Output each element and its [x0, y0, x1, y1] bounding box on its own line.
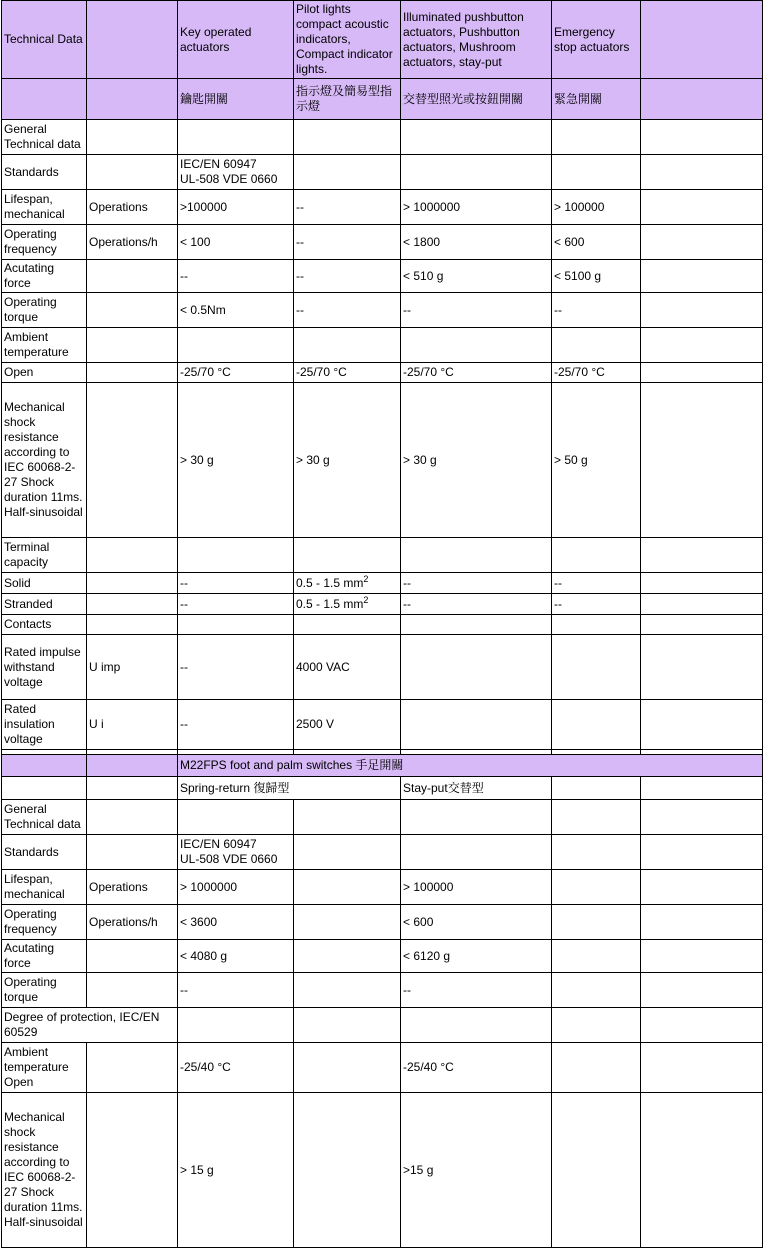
- cell-value: --: [401, 293, 552, 328]
- header-illuminated: Illuminated pushbutton actuators, Pushbutton actuators, Mushroom actuators, stay-put: [401, 1, 552, 79]
- cell-value: < 100: [178, 225, 294, 260]
- row-label: Open: [2, 363, 87, 383]
- cell-value: --: [294, 293, 401, 328]
- cell-value: < 510 g: [401, 260, 552, 293]
- cell-value: --: [178, 573, 294, 594]
- row-label: Mechanical shock resistance according to IEC 60068-2-27 Shock duration 11ms. Half-sinusoidal: [2, 1093, 87, 1248]
- row-label: Standards: [2, 835, 87, 870]
- cell-value: < 6120 g: [401, 940, 552, 973]
- cell-value: < 600: [552, 225, 641, 260]
- cell-value: < 0.5Nm: [178, 293, 294, 328]
- row-label: Acutating force: [2, 260, 87, 293]
- table-row: [2, 538, 763, 573]
- cell-value: IEC/EN 60947 UL-508 VDE 0660: [178, 835, 294, 870]
- row-label: Terminal capacity: [2, 538, 87, 573]
- header-emergency: Emergency stop actuators: [552, 1, 641, 79]
- cell-value: --: [552, 573, 641, 594]
- table-row: [2, 260, 763, 293]
- cell-value: -25/70 °C: [178, 363, 294, 383]
- table-row: [2, 1043, 763, 1093]
- row-label: Operating torque: [2, 973, 87, 1008]
- row-label: Acutating force: [2, 940, 87, 973]
- table-row: [2, 594, 763, 615]
- cell-value: > 30 g: [178, 383, 294, 538]
- cell-value: --: [178, 260, 294, 293]
- row-unit: Operations: [87, 870, 178, 905]
- cell-value: 4000 VAC: [294, 635, 401, 700]
- cell-value: 2500 V: [294, 700, 401, 750]
- cell-value: --: [178, 635, 294, 700]
- row-label: Rated impulse withstand voltage: [2, 635, 87, 700]
- spring-return-label: Spring-return 復歸型: [178, 777, 401, 800]
- row-label: Stranded: [2, 594, 87, 615]
- cell-value: --: [294, 225, 401, 260]
- cell-value: -25/70 °C: [401, 363, 552, 383]
- cell-value: < 4080 g: [178, 940, 294, 973]
- row-unit: Operations: [87, 190, 178, 225]
- table-row: [2, 635, 763, 700]
- table-row: [2, 940, 763, 973]
- table-row: [2, 870, 763, 905]
- header-key-zh: 鑰匙開關: [178, 79, 294, 120]
- cell-value: < 600: [401, 905, 552, 940]
- row-unit: U imp: [87, 635, 178, 700]
- table-row: [2, 383, 763, 538]
- table-row: [2, 1093, 763, 1248]
- table-row: [2, 190, 763, 225]
- cell-value: --: [178, 700, 294, 750]
- header-row-zh: [2, 79, 763, 120]
- cell-value: > 1000000: [401, 190, 552, 225]
- cell-value: --: [401, 973, 552, 1008]
- cell-value: --: [401, 594, 552, 615]
- header-illum-zh: 交替型照光或按鈕開關: [401, 79, 552, 120]
- cell-value: < 5100 g: [552, 260, 641, 293]
- cell-value: > 100000: [401, 870, 552, 905]
- row-unit: U i: [87, 700, 178, 750]
- row-label: Rated insulation voltage: [2, 700, 87, 750]
- subheader-row: [2, 777, 763, 800]
- header-technical-data: Technical Data: [2, 1, 87, 79]
- cell-value: -25/70 °C: [552, 363, 641, 383]
- cell-value: > 30 g: [401, 383, 552, 538]
- cell-value: -25/70 °C: [294, 363, 401, 383]
- row-label: General Technical data: [2, 800, 87, 835]
- cell-value: --: [552, 293, 641, 328]
- cell-value: < 1800: [401, 225, 552, 260]
- row-label: Operating frequency: [2, 225, 87, 260]
- header-row-en: [2, 1, 763, 79]
- cell-value: >100000: [178, 190, 294, 225]
- table-row: [2, 293, 763, 328]
- table-row: [2, 328, 763, 363]
- table-row: [2, 905, 763, 940]
- row-label: Mechanical shock resistance according to IEC 60068-2-27 Shock duration 11ms. Half-sinusoidal: [2, 383, 87, 538]
- table-row: [2, 700, 763, 750]
- spec-table: [1, 0, 763, 1248]
- row-unit: Operations/h: [87, 225, 178, 260]
- table-row: [2, 120, 763, 155]
- table-row: [2, 573, 763, 594]
- cell-value: --: [178, 594, 294, 615]
- table-row: [2, 800, 763, 835]
- row-label: Standards: [2, 155, 87, 190]
- row-label: Ambient temperature Open: [2, 1043, 87, 1093]
- header-pilot-lights: Pilot lights compact acoustic indicators, Compact indicator lights.: [294, 1, 401, 79]
- cell-value: --: [294, 260, 401, 293]
- row-label: Operating frequency: [2, 905, 87, 940]
- row-label: Contacts: [2, 615, 87, 635]
- header-pilot-zh: 指示燈及簡易型指示燈: [294, 79, 401, 120]
- row-label: Lifespan, mechanical: [2, 190, 87, 225]
- section-header-row: [2, 755, 763, 777]
- cell-value: 0.5 - 1.5 $mm^2$: [294, 594, 401, 615]
- cell-value: > 15 g: [178, 1093, 294, 1248]
- cell-value: > 50 g: [552, 383, 641, 538]
- section-title: M22FPS foot and palm switches 手足開關: [178, 755, 763, 777]
- table-row: [2, 225, 763, 260]
- table-row: [2, 615, 763, 635]
- cell-value: > 30 g: [294, 383, 401, 538]
- cell-value: --: [178, 973, 294, 1008]
- row-label: Solid: [2, 573, 87, 594]
- cell-value: 0.5 - 1.5 $mm^2$: [294, 573, 401, 594]
- row-label: General Technical data: [2, 120, 87, 155]
- cell-value: --: [294, 190, 401, 225]
- cell-value: > 1000000: [178, 870, 294, 905]
- row-label: Operating torque: [2, 293, 87, 328]
- cell-value: -25/40 °C: [401, 1043, 552, 1093]
- table-row: [2, 973, 763, 1008]
- header-key-operated: Key operated actuators: [178, 1, 294, 79]
- row-label: Ambient temperature: [2, 328, 87, 363]
- table-row: [2, 1008, 763, 1043]
- row-unit: Operations/h: [87, 905, 178, 940]
- cell-value: >15 g: [401, 1093, 552, 1248]
- table-row: [2, 835, 763, 870]
- cell-value: -25/40 °C: [178, 1043, 294, 1093]
- row-label: Lifespan, mechanical: [2, 870, 87, 905]
- cell-value: --: [401, 573, 552, 594]
- cell-value: --: [552, 594, 641, 615]
- table-row: [2, 155, 763, 190]
- stay-put-label: Stay-put交替型: [401, 777, 552, 800]
- cell-value: > 100000: [552, 190, 641, 225]
- row-label: Degree of protection, IEC/EN 60529: [2, 1008, 178, 1043]
- table-row: [2, 363, 763, 383]
- cell-value: < 3600: [178, 905, 294, 940]
- header-emerg-zh: 緊急開關: [552, 79, 641, 120]
- cell-value: IEC/EN 60947 UL-508 VDE 0660: [178, 155, 294, 190]
